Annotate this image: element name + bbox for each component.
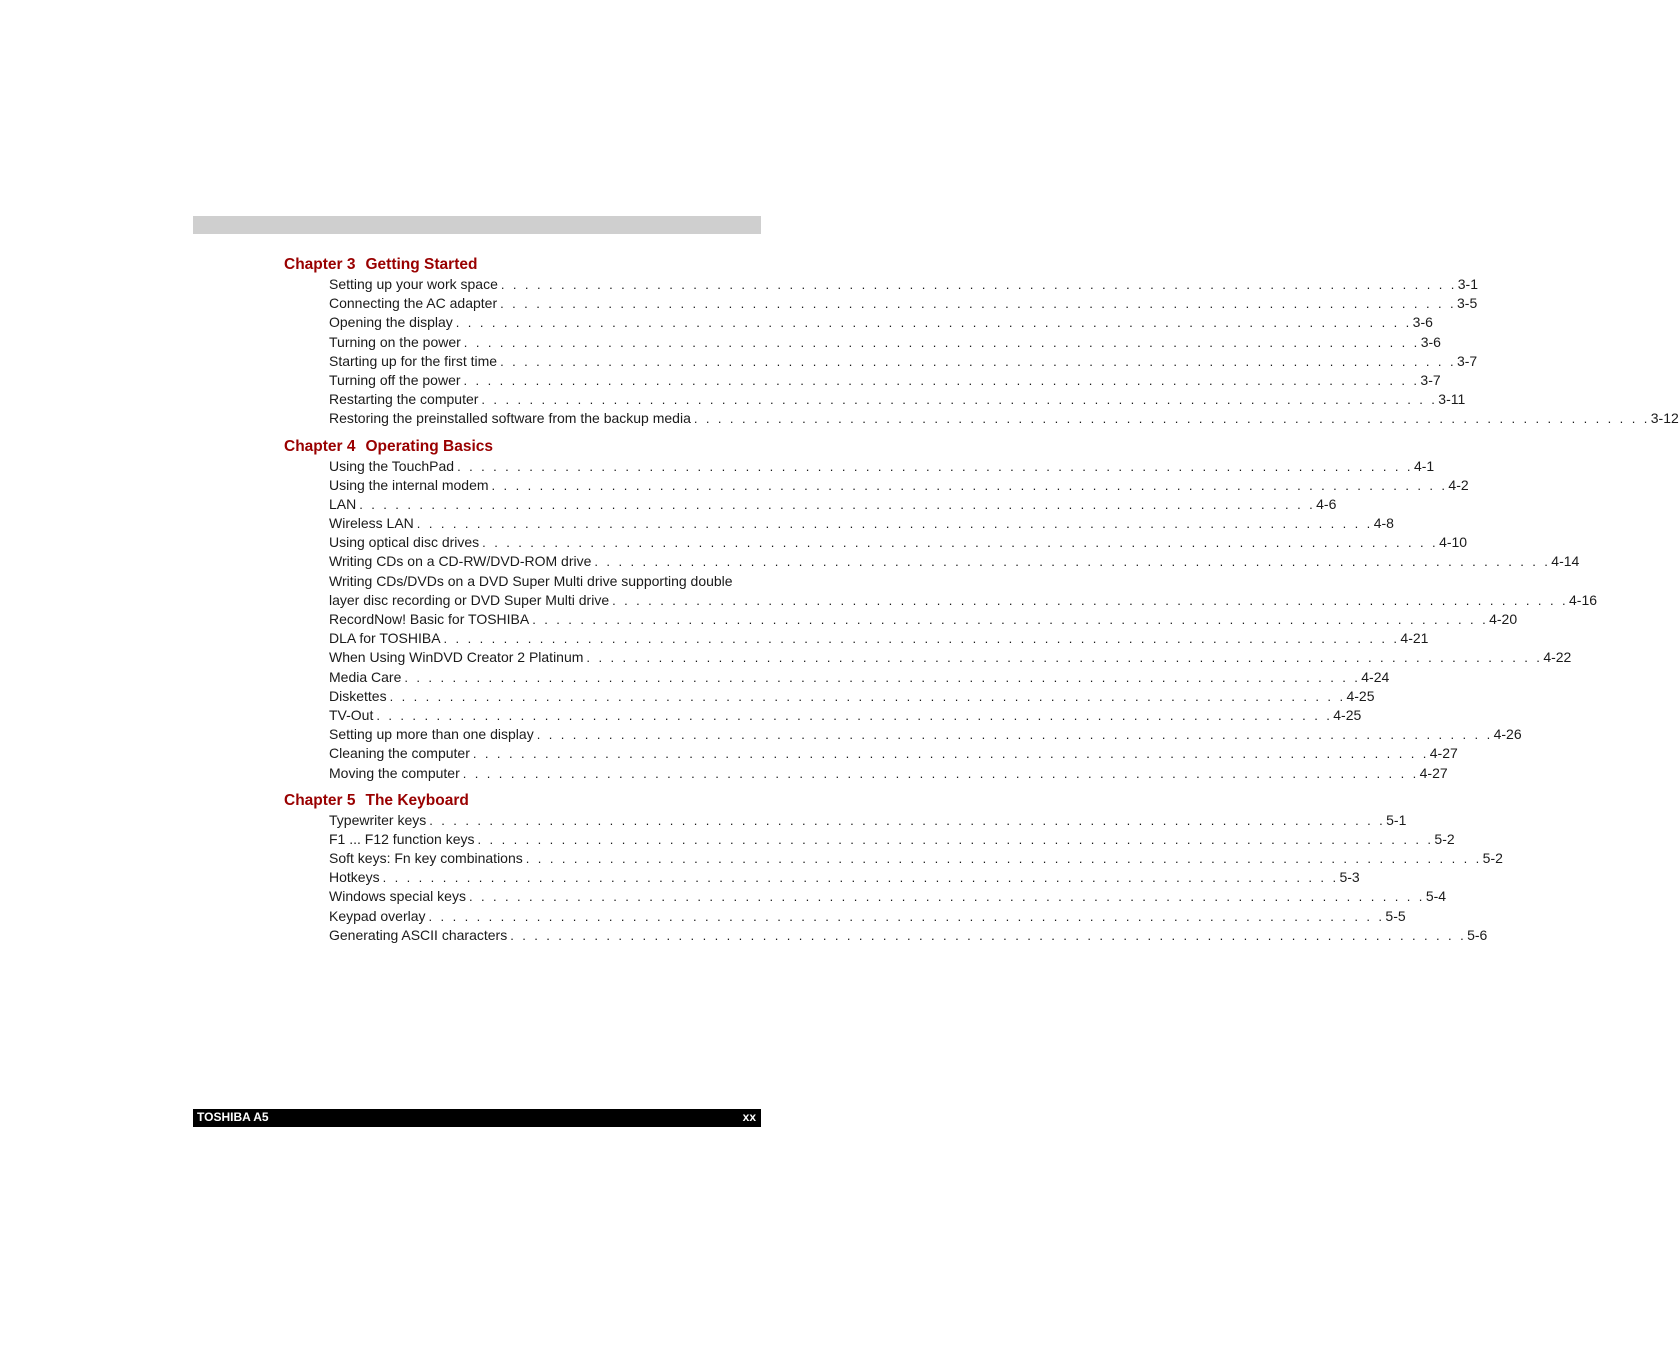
toc-entry-title: Connecting the AC adapter [329,295,498,312]
toc-entry[interactable] [329,629,1429,648]
toc-entry[interactable] [329,552,1580,571]
chapter-title: The Keyboard [365,791,469,809]
dot-leader: . . . . . . . . . . . . . . . . . . . . . . . . . . . . . . . . . . . . . . . . . . . . . . . . . . . . . . . . . . . . . . . . . . . . . . . . . . . . . . . . [376,707,1333,723]
toc-entry-page: 3-7 [1420,371,1441,388]
toc-entry[interactable] [329,926,1488,945]
toc-entry[interactable] [329,887,1447,906]
footer-bar [193,1109,761,1127]
dot-leader: . . . . . . . . . . . . . . . . . . . . . . . . . . . . . . . . . . . . . . . . . . . . . . . . . . . . . . . . . . . . . . . . . . . . . . . . . . . . . . . . [457,458,1413,474]
toc-entry[interactable] [329,476,1469,495]
toc-entry[interactable] [329,514,1394,533]
toc-entry[interactable] [329,390,1466,409]
toc-entry-page: 4-20 [1489,611,1518,627]
dot-leader: . . . . . . . . . . . . . . . . . . . . . . . . . . . . . . . . . . . . . . . . . . . . . . . . . . . . . . . . . . . . . . . . . . . . . . . . . . . . . . . . [455,315,1412,331]
toc-entry-page: 4-10 [1439,534,1468,551]
toc-entry-title: Keypad overlay [329,907,426,924]
toc-entry[interactable] [329,275,1478,294]
dot-leader: . . . . . . . . . . . . . . . . . . . . . . . . . . . . . . . . . . . . . . . . . . . . . . . . . . . . . . . . . . . . . . . . . . . . . . . . . . . . . . . . [500,277,1457,292]
toc-entry-page: 5-2 [1482,850,1503,867]
dot-leader: . . . . . . . . . . . . . . . . . . . . . . . . . . . . . . . . . . . . . . . . . . . . . . . . . . . . . . . . . . . . . . . . . . . . . . . . . . . . . . . . [491,477,1448,493]
toc-entry-page: 3-7 [1456,352,1478,369]
dot-leader: . . . . . . . . . . . . . . . . . . . . . . . . . . . . . . . . . . . . . . . . . . . . . . . . . . . . . . . . . . . . . . . . . . . . . . . . . . . . . . . . [477,831,1434,847]
toc-entry-list [329,457,1598,783]
toc-entry[interactable] [329,687,1375,706]
dot-leader: . . . . . . . . . . . . . . . . . . . . . . . . . . . . . . . . . . . . . . . . . . . . . . . . . . . . . . . . . . . . . . . . . . . . . . . . . . . . . . . . [510,927,1467,943]
dot-leader: . . . . . . . . . . . . . . . . . . . . . . . . . . . . . . . . . . . . . . . . . . . . . . . . . . . . . . . . . . . . . . . . . . . . . . . . . . . . . . . . [536,727,1493,743]
toc-entry-page: 4-26 [1493,726,1522,743]
toc-entry-title: Opening the display [329,314,453,331]
dot-leader: . . . . . . . . . . . . . . . . . . . . . . . . . . . . . . . . . . . . . . . . . . . . . . . . . . . . . . . . . . . . . . . . . . . . . . . . . . . . . . . . [382,870,1339,886]
toc-entry-page: 4-22 [1543,649,1572,666]
toc-entry-page: 3-5 [1457,295,1478,312]
toc-entry-page: 3-1 [1457,276,1478,292]
toc-entry-title: Generating ASCII characters [329,926,508,943]
toc-entry-title: Wireless LAN [329,515,414,532]
toc-entry-title: Media Care [329,668,402,685]
toc-entry-page: 3-12 [1650,410,1679,427]
dot-leader: . . . . . . . . . . . . . . . . . . . . . . . . . . . . . . . . . . . . . . . . . . . . . . . . . . . . . . . . . . . . . . . . . . . . . . . . . . . . . . . . [594,554,1551,570]
toc-entry-title: RecordNow! Basic for TOSHIBA [329,611,530,627]
chapter-section [284,791,1503,945]
toc-entry-page: 5-5 [1385,907,1406,924]
toc-entry-page: 5-4 [1425,888,1447,905]
toc-entry-title: LAN [329,495,357,512]
toc-entry-page: 3-6 [1420,333,1441,350]
toc-entry-title: When Using WinDVD Creator 2 Platinum [329,649,584,666]
dot-leader: . . . . . . . . . . . . . . . . . . . . . . . . . . . . . . . . . . . . . . . . . . . . . . . . . . . . . . . . . . . . . . . . . . . . . . . . . . . . . . . . [389,688,1346,704]
toc-entry-title: Hotkeys [329,869,380,886]
toc-entry[interactable] [329,533,1468,552]
dot-leader: . . . . . . . . . . . . . . . . . . . . . . . . . . . . . . . . . . . . . . . . . . . . . . . . . . . . . . . . . . . . . . . . . . . . . . . . . . . . . . . . [463,372,1420,388]
toc-entry[interactable] [329,409,1679,428]
toc-entry-title: Restoring the preinstalled software from the backup media [329,410,691,427]
toc-entry-page: 4-25 [1346,687,1375,704]
dot-leader: . . . . . . . . . . . . . . . . . . . . . . . . . . . . . . . . . . . . . . . . . . . . . . . . . . . . . . . . . . . . . . . . . . . . . . . . . . . . . . . . [532,612,1489,627]
toc-entry-page: 4-6 [1316,495,1337,512]
toc-entry[interactable] [329,313,1433,332]
dot-leader: . . . . . . . . . . . . . . . . . . . . . . . . . . . . . . . . . . . . . . . . . . . . . . . . . . . . . . . . . . . . . . . . . . . . . . . . . . . . . . . . [468,889,1425,905]
toc-entry-page: 5-6 [1467,926,1488,943]
dot-leader: . . . . . . . . . . . . . . . . . . . . . . . . . . . . . . . . . . . . . . . . . . . . . . . . . . . . . . . . . . . . . . . . . . . . . . . . . . . . . . . . [500,353,1456,369]
toc-entry-title: Using optical disc drives [329,534,480,551]
toc-entry-title: DLA for TOSHIBA [329,630,441,647]
dot-leader: . . . . . . . . . . . . . . . . . . . . . . . . . . . . . . . . . . . . . . . . . . . . . . . . . . . . . . . . . . . . . . . . . . . . . . . . . . . . . . . . [525,851,1482,867]
toc-entry-list [329,275,1679,429]
toc-entry-title: Cleaning the computer [329,745,470,762]
toc-entry-title: Moving the computer [329,764,460,781]
chapter-number: Chapter 3 [284,256,356,273]
toc-entry-page: 4-27 [1419,764,1448,781]
chapter-section [284,255,1679,429]
toc-entry-title: Turning off the power [329,371,461,388]
toc-entry-title: Setting up more than one display [329,726,534,743]
toc-entry[interactable] [329,811,1407,830]
dot-leader: . . . . . . . . . . . . . . . . . . . . . . . . . . . . . . . . . . . . . . . . . . . . . . . . . . . . . . . . . . . . . . . . . . . . . . . . . . . . . . . . [359,496,1316,512]
toc-entry-page: 4-1 [1413,457,1435,474]
toc-entry[interactable] [329,591,1598,610]
dot-leader: . . . . . . . . . . . . . . . . . . . . . . . . . . . . . . . . . . . . . . . . . . . . . . . . . . . . . . . . . . . . . . . . . . . . . . . . . . . . . . . . [462,765,1419,781]
toc-entry[interactable] [329,706,1362,725]
chapter-heading[interactable] [284,255,761,275]
toc-entry-page: 4-21 [1400,630,1429,647]
chapter-title: Operating Basics [365,437,493,455]
dot-leader: . . . . . . . . . . . . . . . . . . . . . . . . . . . . . . . . . . . . . . . . . . . . . . . . . . . . . . . . . . . . . . . . . . . . . . . . . . . . . . . . [404,669,1361,685]
toc-entry[interactable] [329,907,1406,926]
toc-entry-title: Soft keys: Fn key combinations [329,850,523,867]
toc-entry-page: 4-14 [1551,553,1580,570]
toc-entry[interactable] [329,333,1441,352]
toc-entry[interactable] [329,495,1337,514]
toc-entry-page: 4-25 [1333,706,1362,723]
footer-page-number: xx [742,1110,756,1124]
toc-entry-page: 5-2 [1434,830,1455,847]
dot-leader: . . . . . . . . . . . . . . . . . . . . . . . . . . . . . . . . . . . . . . . . . . . . . . . . . . . . . . . . . . . . . . . . . . . . . . . . . . . . . . . . [428,908,1385,924]
toc-entry-page: 4-8 [1373,515,1394,532]
toc-entry[interactable] [329,610,1518,629]
dot-leader: . . . . . . . . . . . . . . . . . . . . . . . . . . . . . . . . . . . . . . . . . . . . . . . . . . . . . . . . . . . . . . . . . . . . . . . . . . . . . . . . [443,631,1400,647]
toc-entry-title: Using the TouchPad [329,457,455,474]
toc-entry[interactable] [329,294,1478,313]
toc-entry[interactable] [329,648,1572,667]
toc-entry-title: TV-Out [329,706,374,723]
dot-leader: . . . . . . . . . . . . . . . . . . . . . . . . . . . . . . . . . . . . . . . . . . . . . . . . . . . . . . . . . . . . . . . . . . . . . . . . . . . . . . . . [416,516,1373,532]
toc-entry-title: Windows special keys [329,888,466,905]
toc-entry-page: 4-16 [1569,591,1598,608]
chapter-section [284,437,1598,783]
toc-entry[interactable] [329,849,1503,868]
toc-entry-title: Starting up for the first time [329,352,498,369]
toc-entry[interactable] [329,371,1441,390]
chapter-heading[interactable] [284,437,761,457]
toc-entry-page: 3-6 [1412,314,1433,331]
dot-leader: . . . . . . . . . . . . . . . . . . . . . . . . . . . . . . . . . . . . . . . . . . . . . . . . . . . . . . . . . . . . . . . . . . . . . . . . . . . . . . . . [472,746,1429,762]
toc-entry[interactable] [329,868,1360,887]
toc-entry-page: 5-1 [1386,811,1407,828]
chapter-number: Chapter 5 [284,791,356,809]
toc-entry-title: layer disc recording or DVD Super Multi drive [329,591,610,608]
toc-entry-list [329,811,1503,945]
dot-leader: . . . . . . . . . . . . . . . . . . . . . . . . . . . . . . . . . . . . . . . . . . . . . . . . . . . . . . . . . . . . . . . . . . . . . . . . . . . . . . . . [463,334,1420,350]
dot-leader: . . . . . . . . . . . . . . . . . . . . . . . . . . . . . . . . . . . . . . . . . . . . . . . . . . . . . . . . . . . . . . . . . . . . . . . . . . . . . . . . [429,812,1386,828]
chapter-number: Chapter 4 [284,437,356,455]
dot-leader: . . . . . . . . . . . . . . . . . . . . . . . . . . . . . . . . . . . . . . . . . . . . . . . . . . . . . . . . . . . . . . . . . . . . . . . . . . . . . . . . [693,411,1650,427]
header-bar [193,216,761,234]
toc-entry[interactable] [329,744,1458,763]
toc-entry-title-line[interactable]: Writing CDs/DVDs on a DVD Super Multi drive supporting double [329,572,733,589]
toc-entry-page: 5-3 [1339,869,1360,886]
chapter-heading[interactable] [284,791,761,811]
toc-entry-title: Turning on the power [329,333,461,350]
toc-entry[interactable] [329,830,1455,849]
toc-entry-title: Setting up your work space [329,276,498,292]
table-of-contents [284,255,1679,953]
footer-product-name: TOSHIBA A5 [197,1110,269,1124]
toc-entry-title: Typewriter keys [329,811,427,828]
toc-entry[interactable] [329,725,1522,744]
toc-entry-title: Restarting the computer [329,391,479,408]
dot-leader: . . . . . . . . . . . . . . . . . . . . . . . . . . . . . . . . . . . . . . . . . . . . . . . . . . . . . . . . . . . . . . . . . . . . . . . . . . . . . . . . [482,535,1439,551]
toc-entry-page: 3-11 [1438,391,1466,408]
toc-entry-page: 4-2 [1448,476,1469,493]
toc-entry-title: F1 ... F12 function keys [329,830,475,847]
toc-entry[interactable] [329,457,1435,476]
dot-leader: . . . . . . . . . . . . . . . . . . . . . . . . . . . . . . . . . . . . . . . . . . . . . . . . . . . . . . . . . . . . . . . . . . . . . . . . . . . . . . . . [612,592,1568,608]
toc-entry[interactable] [329,352,1478,371]
chapter-title: Getting Started [365,256,478,273]
toc-entry-page: 4-24 [1361,668,1390,685]
toc-entry-title: Writing CDs on a CD-RW/DVD-ROM drive [329,553,592,570]
toc-entry[interactable] [329,764,1448,783]
toc-entry-title: Using the internal modem [329,476,489,493]
dot-leader: . . . . . . . . . . . . . . . . . . . . . . . . . . . . . . . . . . . . . . . . . . . . . . . . . . . . . . . . . . . . . . . . . . . . . . . . . . . . . . . . [586,650,1543,666]
toc-entry[interactable] [329,668,1390,687]
toc-entry-page: 4-27 [1429,745,1458,762]
toc-entry-title: Diskettes [329,687,387,704]
dot-leader: . . . . . . . . . . . . . . . . . . . . . . . . . . . . . . . . . . . . . . . . . . . . . . . . . . . . . . . . . . . . . . . . . . . . . . . . . . . . . . . . [481,392,1438,408]
dot-leader: . . . . . . . . . . . . . . . . . . . . . . . . . . . . . . . . . . . . . . . . . . . . . . . . . . . . . . . . . . . . . . . . . . . . . . . . . . . . . . . . [500,296,1457,312]
